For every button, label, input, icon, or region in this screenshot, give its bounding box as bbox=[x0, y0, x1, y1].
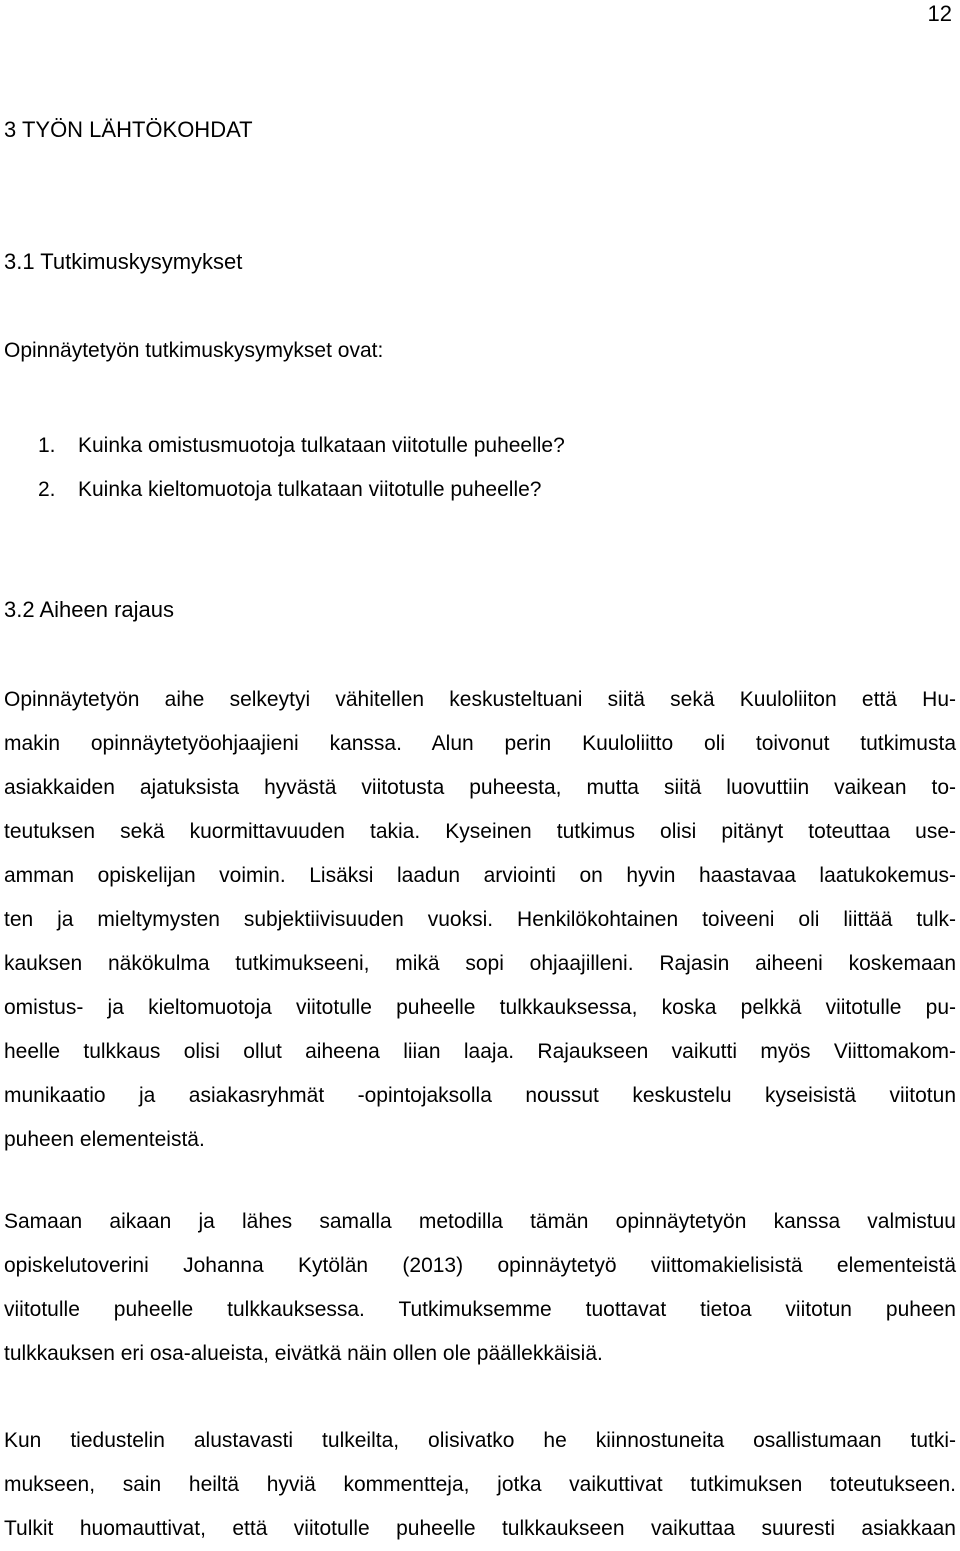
paragraph-line: Opinnäytetyön aihe selkeytyi vähitellen keskusteltuani siitä sekä Kuuloliiton että Hu- bbox=[4, 688, 956, 711]
paragraph-line: asiakkaiden ajatuksista hyvästä viitotusta puheesta, mutta siitä luovuttiin vaikean to- bbox=[4, 776, 956, 799]
section-heading-research-questions: 3.1 Tutkimuskysymykset bbox=[4, 249, 243, 274]
list-item-number: 1. bbox=[38, 434, 56, 457]
paragraph-line: tulkkauksen eri osa-alueista, eivätkä näin ollen ole päällekkäisiä. bbox=[4, 1342, 603, 1365]
research-questions-list bbox=[0, 424, 565, 512]
paragraph-line: opiskelutoverini Johanna Kytölän (2013) opinnäytetyö viittomakielisistä elementeistä bbox=[4, 1254, 956, 1277]
paragraph-parallel-thesis bbox=[4, 1200, 956, 1376]
list-item-number: 2. bbox=[38, 478, 56, 501]
paragraph-line: Tulkit huomauttivat, että viitotulle puheelle tulkkaukseen vaikuttaa suuresti asiakkaan bbox=[4, 1517, 956, 1540]
chapter-heading: 3 TYÖN LÄHTÖKOHDAT bbox=[4, 117, 253, 142]
list-item-text: Kuinka kieltomuotoja tulkataan viitotulle puheelle? bbox=[78, 478, 542, 501]
paragraph-line: teutuksen sekä kuormittavuuden takia. Kyseinen tutkimus olisi pitänyt toteuttaa use- bbox=[4, 820, 956, 843]
section-heading-topic-scope: 3.2 Aiheen rajaus bbox=[4, 597, 175, 622]
paragraph-line: mukseen, sain heiltä hyviä kommentteja, jotka vaikuttivat tutkimuksen toteutukseen. bbox=[4, 1473, 956, 1496]
list-item bbox=[0, 424, 565, 468]
paragraph-line: omistus- ja kieltomuotoja viitotulle puheelle tulkkauksessa, koska pelkkä viitotulle pu- bbox=[4, 996, 956, 1019]
paragraph-line: heelle tulkkaus olisi ollut aiheena liian laaja. Rajaukseen vaikutti myös Viittomakom- bbox=[4, 1040, 956, 1063]
research-questions-intro: Opinnäytetyön tutkimuskysymykset ovat: bbox=[4, 339, 384, 362]
list-item-text: Kuinka omistusmuotoja tulkataan viitotulle puheelle? bbox=[78, 434, 565, 457]
paragraph-line: ten ja mieltymysten subjektiivisuuden vuoksi. Henkilökohtainen toiveeni oli liittää tulk- bbox=[4, 908, 956, 931]
paragraph-line: munikaatio ja asiakasryhmät -opintojaksolla noussut keskustelu kyseisistä viitotun bbox=[4, 1084, 956, 1107]
paragraph-interpreter-feedback bbox=[4, 1419, 956, 1551]
paragraph-line: puheen elementeistä. bbox=[4, 1128, 205, 1151]
paragraph-line: Samaan aikaan ja lähes samalla metodilla tämän opinnäytetyön kanssa valmistuu bbox=[4, 1210, 956, 1233]
paragraph-line: amman opiskelijan voimin. Lisäksi laadun arviointi on hyvin haastavaa laatukokemus- bbox=[4, 864, 956, 887]
paragraph-line: kauksen näkökulma tutkimukseeni, mikä sopi ohjaajilleni. Rajasin aiheeni koskemaan bbox=[4, 952, 956, 975]
paragraph-line: Kun tiedustelin alustavasti tulkeilta, olisivatko he kiinnostuneita osallistumaan tutki- bbox=[4, 1429, 956, 1452]
page-number: 12 bbox=[927, 1, 952, 26]
paragraph-line: makin opinnäytetyöohjaajieni kanssa. Alun perin Kuuloliitto oli toivonut tutkimusta bbox=[4, 732, 956, 755]
paragraph-line: viitotulle puheelle tulkkauksessa. Tutkimuksemme tuottavat tietoa viitotun puheen bbox=[4, 1298, 956, 1321]
paragraph-topic-scope bbox=[4, 678, 956, 1162]
list-item bbox=[0, 468, 565, 512]
